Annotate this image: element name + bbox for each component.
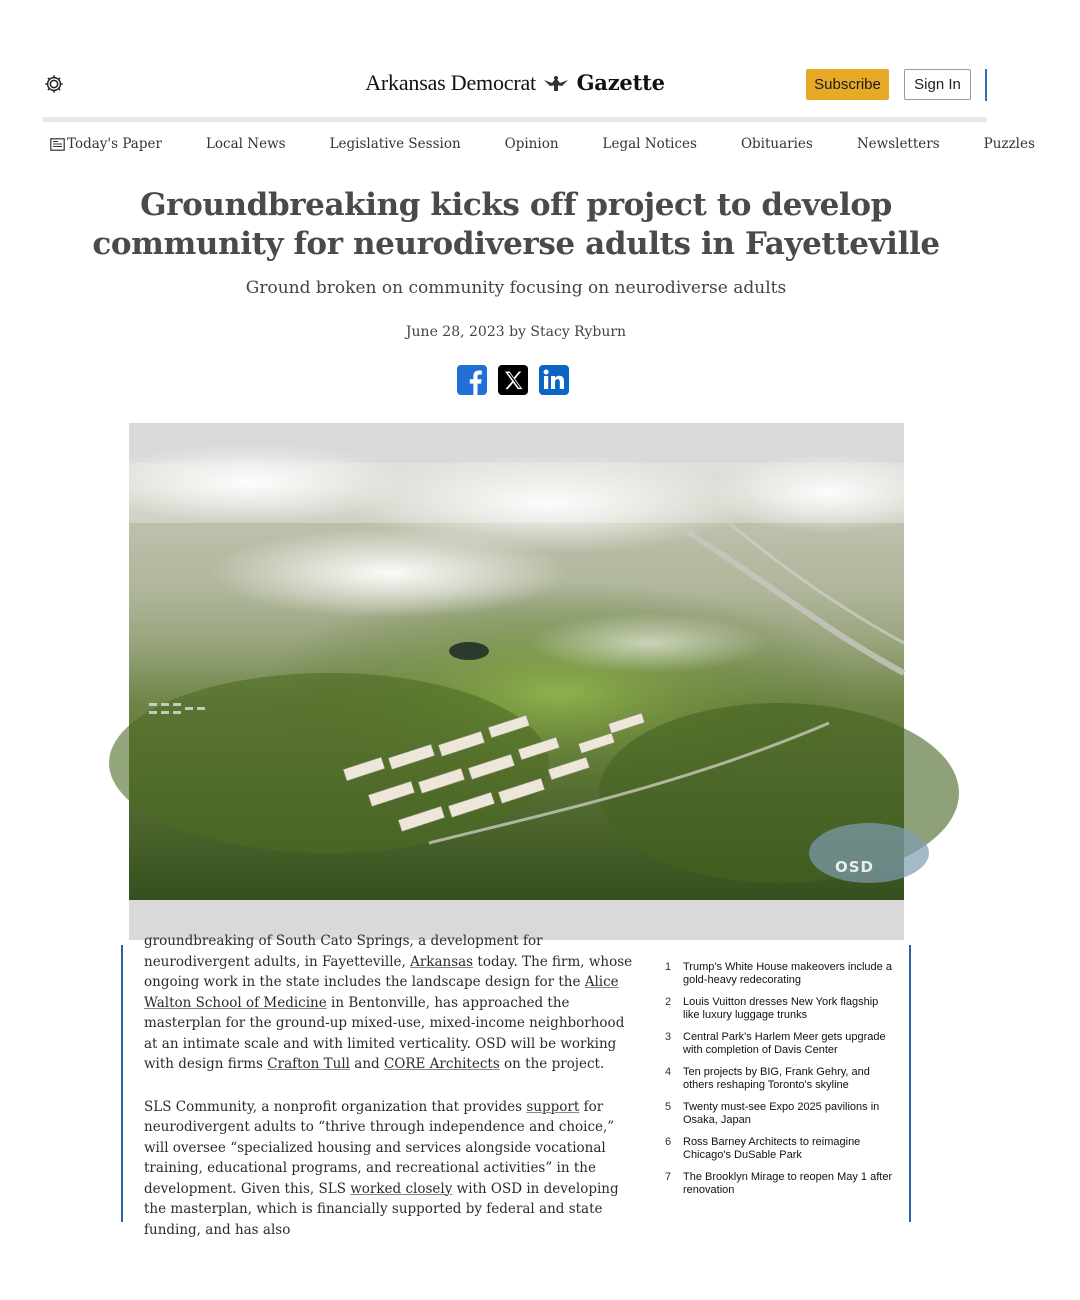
list-item[interactable] [665,961,895,986]
facebook-icon[interactable] [457,365,487,395]
list-item-title: Ten projects by BIG, Frank Gehry, and others reshaping Toronto's skyline [683,1066,870,1091]
paragraph-text: in Bentonville, has approached the masterplan for the ground-up mixed-use, mixed-income neighborhood at an intimate scale and with limited verticality. OSD will be working with design firms [144,994,625,1072]
list-item[interactable] [665,1031,895,1056]
link-arkansas[interactable]: Arkansas [410,953,474,970]
list-item-title: Central Park's Harlem Meer gets upgrade with completion of Davis Center [683,1031,886,1056]
article-paragraph [144,1097,634,1241]
list-item-title: Louis Vuitton dresses New York flagship like luxury luggage trunks [683,996,879,1021]
list-item[interactable] [665,996,895,1021]
nav-item-puzzles[interactable]: Puzzles [983,136,1035,152]
nav-item-local-news[interactable]: Local News [205,136,286,152]
list-number: 4 [665,1066,672,1078]
link-worked-closely[interactable]: worked closely [350,1180,453,1197]
list-number: 6 [665,1136,672,1148]
paragraph-text: and [349,1056,384,1072]
right-accent-rule [909,945,911,1222]
eagle-emblem-icon [543,74,569,92]
article-content [103,933,928,1238]
newspaper-icon [50,138,65,151]
popular-stories-list [665,961,895,1206]
x-icon[interactable] [498,365,528,395]
list-item[interactable] [665,1171,895,1196]
nav-item-legal-notices[interactable]: Legal Notices [602,136,697,152]
paragraph-text: for neurodivergent adults to “thrive through independence and choice,” will oversee “specialized housing and services alongside vocational training, educational programs, and recreational activities” in the development. Given this, SLS [144,1098,615,1197]
left-accent-rule [121,945,123,1222]
link-core-architects[interactable]: CORE Architects [383,1056,500,1072]
list-number: 5 [665,1101,672,1113]
subscribe-button[interactable]: Subscribe [806,69,889,100]
list-item[interactable] [665,1101,895,1126]
paragraph-text: on the project. [499,1056,605,1072]
article-headline: Groundbreaking kicks off project to develop community for neurodiverse adults in Fayetteville [92,187,940,262]
list-number: 2 [665,996,672,1008]
nav-item-newsletters[interactable]: Newsletters [856,136,940,152]
header-rule [43,117,987,122]
link-crafton-tull[interactable]: Crafton Tull [267,1056,350,1072]
hero-image[interactable] [129,463,904,900]
linkedin-icon[interactable] [539,365,569,395]
paragraph-text: groundbreaking of South Cato Springs, a development for [144,933,543,949]
masthead-right: Gazette [576,70,665,95]
paragraph-text: SLS Community, a nonprofit organization that provides [144,1098,527,1115]
list-item[interactable] [665,1136,895,1161]
list-number: 1 [665,961,672,973]
nav-item-todays-paper[interactable] [50,136,162,152]
nav-item-opinion[interactable]: Opinion [504,136,559,152]
hero-image-frame [129,423,904,940]
article-paragraph [144,952,634,1075]
list-item-title: Ross Barney Architects to reimagine Chicago's DuSable Park [683,1136,861,1161]
article-subhead: Ground broken on community focusing on neurodiverse adults [245,278,787,298]
sign-in-button[interactable]: Sign In [904,69,971,100]
paragraph-text: with OSD in developing the masterplan, which is financially supported by federal and state funding, and has also [144,1180,619,1238]
masthead-left: Arkansas Democrat [365,70,536,95]
share-bar [457,365,569,396]
nav-item-obituaries[interactable]: Obituaries [740,136,813,152]
header-divider [985,69,987,101]
image-credit: OSD [834,858,874,876]
article-byline: June 28, 2023 by Stacy Ryburn [405,324,627,340]
aerial-rendering-illustration [129,463,904,900]
article-body [144,931,634,1262]
main-nav [50,133,1035,155]
list-item-title: Trump's White House makeovers include a gold-heavy redecorating [683,961,892,986]
list-item-title: Twenty must-see Expo 2025 pavilions in Osaka, Japan [683,1101,880,1126]
site-header [43,60,987,110]
nav-label: Today's Paper [67,136,162,152]
nav-item-legislative-session[interactable]: Legislative Session [329,136,461,152]
paragraph-text: today. The firm, whose ongoing work in the state includes the landscape design for the [144,953,633,990]
list-number: 3 [665,1031,672,1043]
paragraph-text: neurodivergent adults, in Fayetteville, [144,953,411,970]
list-item[interactable] [665,1066,895,1091]
link-alice-walton-school[interactable]: Alice Walton School of Medicine [144,974,619,1011]
list-number: 7 [665,1171,672,1183]
article-paragraph [144,931,634,952]
link-support[interactable]: support [526,1098,580,1115]
list-item-title: The Brooklyn Mirage to reopen May 1 after renovation [683,1171,893,1196]
